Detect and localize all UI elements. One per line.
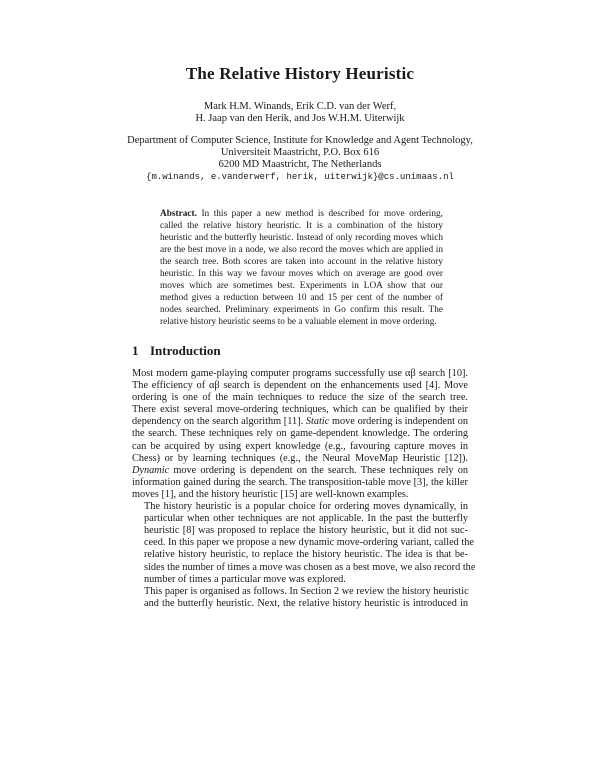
text-line: and the butterfly heuristic. Next, the relative history heuristic is introduced in: [144, 597, 468, 609]
section-body: [132, 368, 476, 610]
affiliation-line-3: 6200 MD Maastricht, The Netherlands: [218, 159, 382, 170]
affiliation-line-1: Department of Computer Science, Institute for Knowledge and Agent Technology,: [127, 135, 473, 146]
abstract-label: Abstract.: [160, 209, 197, 219]
text-fragment: dependency on the search algorithm [11].: [132, 416, 304, 428]
text-line: particular when other techniques are not applicable. In the past the butterfly: [144, 513, 468, 525]
text-line: moves [1], and the history heuristic [15] are well-known examples.: [132, 488, 409, 500]
text-line: There exist several move-ordering techniques, which can be qualified by their: [132, 404, 468, 416]
authors-line-1: Mark H.M. Winands, Erik C.D. van der Werf,: [203, 101, 397, 112]
paragraph-2: [132, 501, 476, 586]
text-line: The history heuristic is a popular choice for ordering moves dynamically, in: [144, 501, 468, 513]
author-emails: {m.winands, e.vanderwerf, herik, uiterwijk}@cs.unimaas.nl: [146, 172, 454, 182]
text-line: the search. These techniques rely on game-dependent knowledge. The ordering: [132, 428, 468, 440]
text-line: Chess) or by learning techniques (e.g., the Neural MoveMap Heuristic [12]).: [132, 452, 468, 464]
emphasis-static: Static: [305, 416, 330, 428]
section-title: Introduction: [150, 343, 221, 358]
text-line: ordering is one of the main techniques to reduce the size of the search tree.: [132, 392, 468, 404]
text-line: [132, 416, 468, 428]
text-line: relative history heuristic, to replace the history heuristic. The idea is that be-: [144, 549, 468, 561]
section-number: 1: [132, 343, 139, 358]
emphasis-dynamic: Dynamic: [132, 464, 170, 476]
text-line: heuristic [8] was proposed to replace the history heuristic, but it did not suc-: [144, 525, 468, 537]
section-heading: [132, 343, 221, 359]
text-line: sides the number of times a move was chosen as a best move, we also record the: [144, 561, 476, 573]
authors-line-2: H. Jaap van den Herik, and Jos W.H.M. Uiterwijk: [195, 113, 405, 124]
abstract-text: In this paper a new method is described for move ordering, called the relative history heuristic. It is a combination of the history heuristic and the butterfly heuristic. Instead of only recording moves which are the best move in a node, we also record the moves which are applied in the search tree. Both scores are taken into account in the relative history heuristic. In this way we favour moves which on average are good over moves which are sometimes best. Experiments in LOA show that our method gives a reduction between 10 and 15 per cent of the number of nodes searched. Preliminary experiments in Go confirm this result. The relative history heuristic seems to be a valuable element in move ordering.: [160, 209, 444, 327]
paragraph-1: [132, 368, 468, 501]
text-line: Most modern game-playing computer programs successfully use αβ search [10].: [132, 368, 468, 379]
text-line: can be acquired by using expert knowledge (e.g., favouring capture moves in: [132, 440, 468, 452]
text-line: This paper is organised as follows. In Section 2 we review the history heuristic: [144, 585, 469, 597]
text-fragment: move ordering is independent on: [332, 416, 468, 428]
text-line: number of times a particular move was explored.: [144, 573, 346, 585]
affiliation-line-2: Universiteit Maastricht, P.O. Box 616: [220, 147, 380, 158]
text-line: The efficiency of αβ search is dependent on the enhancements used [4]. Move: [132, 380, 468, 392]
paper-title: The Relative History Heuristic: [185, 64, 415, 83]
text-line: ceed. In this paper we propose a new dynamic move-ordering variant, called the: [144, 537, 474, 549]
text-line: [132, 465, 468, 477]
abstract: [160, 208, 443, 328]
text-fragment: move ordering is dependent on the search. These techniques rely on: [173, 464, 469, 476]
text-line: information gained during the search. The transposition-table move [3], the killer: [132, 476, 468, 488]
paragraph-3: [132, 586, 468, 610]
